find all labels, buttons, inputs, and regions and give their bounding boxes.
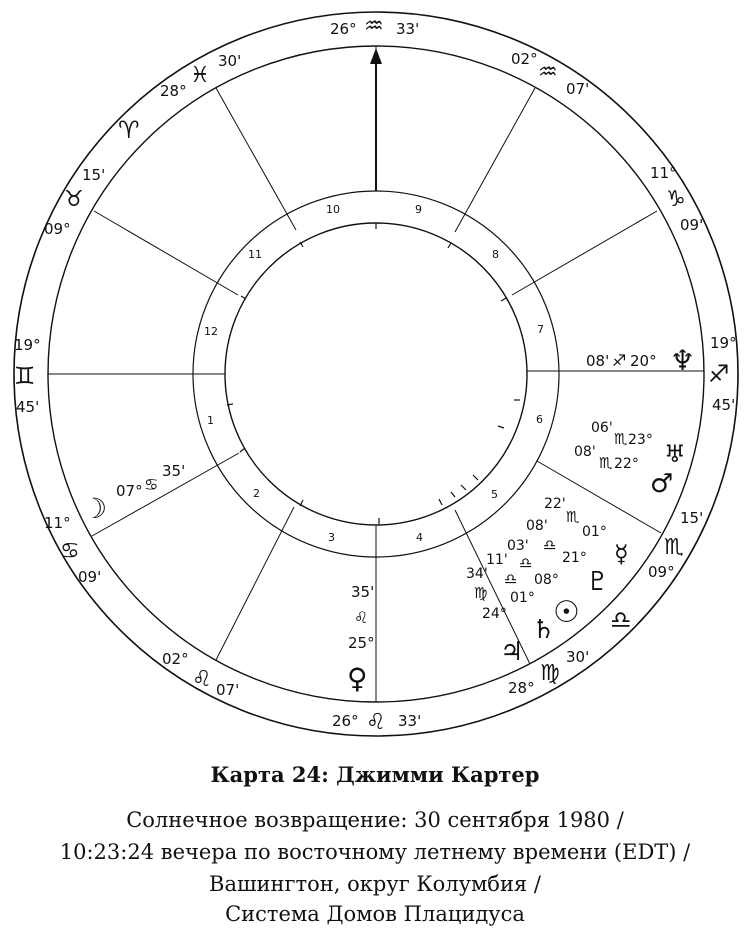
cusp-12-degree: 09° xyxy=(44,220,71,238)
jupiter-icon: ♃ xyxy=(500,637,524,667)
cusp-10-minute: 33' xyxy=(396,20,420,38)
cusp-11-sign: ♓ xyxy=(190,63,210,88)
cusp-8-minute: 09' xyxy=(680,216,704,234)
house-number-5: 5 xyxy=(491,488,498,501)
planet-neptune xyxy=(586,344,695,377)
cusp-line-3 xyxy=(216,507,294,660)
cusp-8-degree: 11° xyxy=(650,164,677,182)
house-numbers xyxy=(204,203,544,544)
cusp-1-minute: 45' xyxy=(16,398,40,416)
uranus-sign: ♏ xyxy=(614,430,628,448)
jupiter-degree: 24° xyxy=(482,606,507,622)
cusp-12-minute: 15' xyxy=(82,166,106,184)
saturn-degree: 01° xyxy=(510,590,535,606)
cusp-3-degree: 02° xyxy=(162,650,189,668)
mercury-degree: 01° xyxy=(582,524,607,540)
mars-sign: ♏ xyxy=(599,454,613,472)
mercury-minute: 22' xyxy=(544,496,566,512)
saturn-minute: 11' xyxy=(486,552,508,568)
cusp-9-minute: 07' xyxy=(566,80,590,98)
cusp-5-sign: ♍ xyxy=(540,661,560,686)
mercury-icon: ☿ xyxy=(614,540,629,568)
cusp-5-minute: 30' xyxy=(566,648,590,666)
cusp-11-degree: 28° xyxy=(160,82,187,100)
house-number-6: 6 xyxy=(536,413,543,426)
house-number-10: 10 xyxy=(326,203,340,216)
neptune-icon: ♆ xyxy=(670,344,696,377)
cusp-4-minute: 33' xyxy=(398,712,422,730)
midheaven-arrow xyxy=(370,48,382,191)
venus-degree: 25° xyxy=(348,634,375,652)
caption-line-3: Вашингтон, округ Колумбия / xyxy=(209,872,541,896)
house-number-2: 2 xyxy=(253,487,260,500)
sun-icon: ☉ xyxy=(553,595,580,630)
cusp-7-degree: 19° xyxy=(710,334,737,352)
caption-line-2: 10:23:24 вечера по восточному летнему времени (EDT) / xyxy=(59,840,691,864)
jupiter-sign: ♍ xyxy=(474,584,488,602)
moon-degree: 07° xyxy=(116,482,143,500)
mars-icon: ♂ xyxy=(650,469,674,499)
sun-degree: 08° xyxy=(534,572,559,588)
saturn-sign: ♎ xyxy=(504,570,518,588)
mercury-sign: ♏ xyxy=(566,508,580,526)
cusp-3-sign: ♌ xyxy=(192,667,212,692)
cusp-6-sign: ♏ xyxy=(664,535,684,560)
venus-icon: ♀ xyxy=(347,662,368,695)
house-number-7: 7 xyxy=(537,323,544,336)
cusp-7-sign: ♐ xyxy=(708,360,730,388)
venus-sign: ♌ xyxy=(354,608,369,627)
cusp-8-sign: ♑ xyxy=(666,187,686,212)
pluto-degree: 21° xyxy=(562,550,587,566)
cusp-9-degree: 02° xyxy=(511,50,538,68)
moon-minute: 35' xyxy=(162,462,186,480)
cusp-5-degree: 28° xyxy=(508,679,535,697)
cusp-line-12 xyxy=(94,211,238,295)
cusp-6-degree: 09° xyxy=(648,563,675,581)
cusp-2-degree: 11° xyxy=(44,514,71,532)
cusp-9-sign: ♒ xyxy=(538,60,558,85)
pluto-sign: ♎ xyxy=(543,536,557,554)
caption-line-1: Солнечное возвращение: 30 сентября 1980 / xyxy=(126,808,624,832)
venus-minute: 35' xyxy=(351,583,375,601)
neptune-sign: ♐ xyxy=(612,351,627,370)
neptune-minute: 08' xyxy=(586,352,610,370)
planet-venus xyxy=(347,583,375,695)
mars-degree: 22° xyxy=(614,456,639,472)
cusp-7-minute: 45' xyxy=(712,396,736,414)
cusp-10-degree: 26° xyxy=(330,20,357,38)
house-number-3: 3 xyxy=(328,531,335,544)
cusp-3-minute: 07' xyxy=(216,681,240,699)
house-number-8: 8 xyxy=(492,248,499,261)
cusp-1-degree: 19° xyxy=(14,336,41,354)
intercepted-aries-sign: ♈ xyxy=(118,116,140,144)
chart-title: Карта 24: Джимми Картер xyxy=(210,762,540,787)
cusp-2-minute: 09' xyxy=(78,568,102,586)
cusp-12-sign: ♉ xyxy=(64,187,84,212)
intercepted-libra-sign: ♎ xyxy=(610,606,632,634)
cusp-line-9 xyxy=(455,88,535,232)
house-number-11: 11 xyxy=(248,248,262,261)
uranus-minute: 06' xyxy=(591,420,613,436)
mars-minute: 08' xyxy=(574,444,596,460)
moon-sign: ♋ xyxy=(144,475,159,494)
pluto-icon: ♇ xyxy=(586,567,610,597)
uranus-degree: 23° xyxy=(628,432,653,448)
sun-sign: ♎ xyxy=(519,554,533,572)
jupiter-minute: 34' xyxy=(466,566,488,582)
sun-minute: 03' xyxy=(507,538,529,554)
cusp-2-sign: ♋ xyxy=(60,539,80,564)
cusp-10-sign: ♒ xyxy=(364,14,384,39)
cusp-6-minute: 15' xyxy=(680,509,704,527)
house-number-12: 12 xyxy=(204,325,218,338)
pluto-minute: 08' xyxy=(526,518,548,534)
house-number-1: 1 xyxy=(207,414,214,427)
house-ring-ticks xyxy=(227,223,520,524)
house-number-4: 4 xyxy=(416,531,423,544)
saturn-icon: ♄ xyxy=(532,615,556,645)
caption-line-4: Система Домов Плацидуса xyxy=(225,902,525,926)
cusp-4-degree: 26° xyxy=(332,712,359,730)
cusp-4-sign: ♌ xyxy=(366,710,386,735)
house-number-9: 9 xyxy=(415,203,422,216)
cusp-11-minute: 30' xyxy=(218,52,242,70)
cusp-line-8 xyxy=(512,211,657,295)
inner-ring xyxy=(225,223,527,525)
cusp-1-sign: ♊ xyxy=(14,362,36,390)
planet-moon xyxy=(82,462,185,525)
uranus-icon: ♅ xyxy=(664,440,686,468)
neptune-degree: 20° xyxy=(630,352,657,370)
house-ring xyxy=(193,191,559,557)
moon-icon: ☽ xyxy=(82,492,108,525)
cusp-line-11 xyxy=(216,88,296,230)
